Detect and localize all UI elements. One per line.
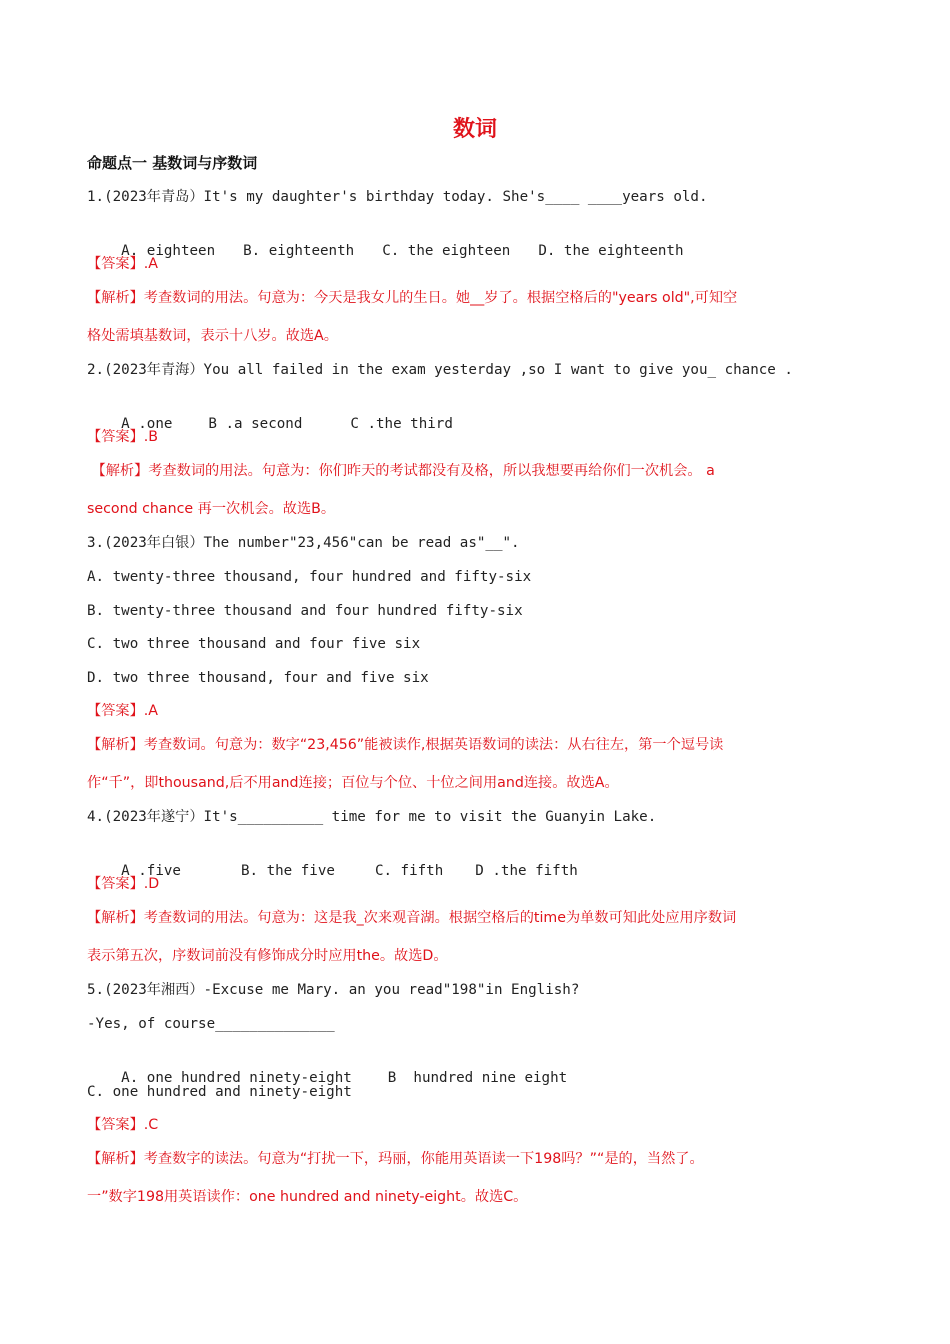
question-3-option-c: C. two three thousand and four five six (87, 636, 421, 652)
option-c: C .the third (350, 416, 453, 432)
question-4-analysis-line-2: 表示第五次，序数词前没有修饰成分时应用the。故选D。 (87, 948, 448, 964)
question-5-answer: 【答案】.C (87, 1117, 159, 1133)
question-4-options (87, 841, 578, 901)
option-a: A .one (121, 416, 173, 432)
question-2-analysis-line-2: second chance 再一次机会。故选B。 (87, 501, 336, 517)
question-2-analysis-line-1: 【解析】考查数词的用法。句意为：你们昨天的考试都没有及格，所以我想要再给你们一次机会。 a (87, 463, 715, 479)
question-3-option-b: B. twenty-three thousand and four hundred fifty-six (87, 603, 523, 619)
question-5-analysis-line-1: 【解析】考查数字的读法。句意为“打扰一下，玛丽，你能用英语读一下198吗？”“是的，当然了。 (87, 1151, 704, 1167)
question-2-stem: 2.(2023年青海）You all failed in the exam yesterday ,so I want to give you_ chance . (87, 362, 793, 378)
question-3-option-d: D. two three thousand, four and five six (87, 670, 429, 686)
option-b: B. eighteenth (243, 243, 355, 259)
option-b: B. the five (240, 863, 335, 879)
question-3-stem: 3.(2023年白银）The number"23,456"can be read as"__". (87, 535, 520, 551)
section-heading: 命题点一 基数词与序数词 (87, 154, 258, 172)
option-a: A. one hundred ninety-eight (121, 1070, 352, 1086)
question-5-stem: 5.(2023年湘西）-Excuse me Mary. an you read"198"in English? (87, 982, 580, 998)
question-5-stem-reply: -Yes, of course______________ (87, 1016, 335, 1032)
question-1-analysis-line-2: 格处需填基数词，表示十八岁。故选A。 (87, 328, 338, 344)
question-1-analysis-line-1: 【解析】考查数词的用法。句意为：今天是我女儿的生日。她__岁了。根据空格后的"years old",可知空 (87, 290, 738, 306)
option-c: C. fifth (374, 863, 444, 879)
page-title: 数词 (452, 117, 497, 142)
option-d: D .the fifth (475, 863, 578, 879)
question-3-analysis-line-1: 【解析】考查数词。句意为：数字“23,456”能被读作,根据英语数词的读法：从右往左，第一个逗号读 (87, 737, 724, 753)
question-4-analysis-line-1: 【解析】考查数词的用法。句意为：这是我_次来观音湖。根据空格后的time为单数可知此处应用序数词 (87, 910, 737, 926)
option-d: D. the eighteenth (538, 243, 684, 259)
question-5-analysis-line-2: 一”数字198用英语读作：one hundred and ninety-eight。故选C。 (87, 1189, 528, 1205)
option-a: A. eighteen (121, 243, 216, 259)
option-b: B hundred nine eight (387, 1070, 568, 1086)
option-a: A .five (121, 863, 181, 879)
question-5-option-c: C. one hundred and ninety-eight (87, 1084, 352, 1100)
option-c: C. the eighteen (382, 243, 511, 259)
question-3-option-a: A. twenty-three thousand, four hundred and fifty-six (87, 569, 532, 585)
question-1-options (87, 221, 684, 281)
question-3-analysis-line-2: 作“千”，即thousand,后不用and连接；百位与个位、十位之间用and连接。故选A。 (87, 775, 619, 791)
question-3-answer: 【答案】.A (87, 703, 158, 719)
question-1-stem: 1.(2023年青岛）It's my daughter's birthday today. She's____ ____years old. (87, 189, 708, 205)
question-4-stem: 4.(2023年遂宁）It's__________ time for me to visit the Guanyin Lake. (87, 809, 657, 825)
question-2-answer: 【答案】.B (87, 429, 158, 445)
question-4-answer: 【答案】.D (87, 876, 160, 892)
option-b: B .a second (208, 416, 303, 432)
question-1-answer: 【答案】.A (87, 256, 158, 272)
